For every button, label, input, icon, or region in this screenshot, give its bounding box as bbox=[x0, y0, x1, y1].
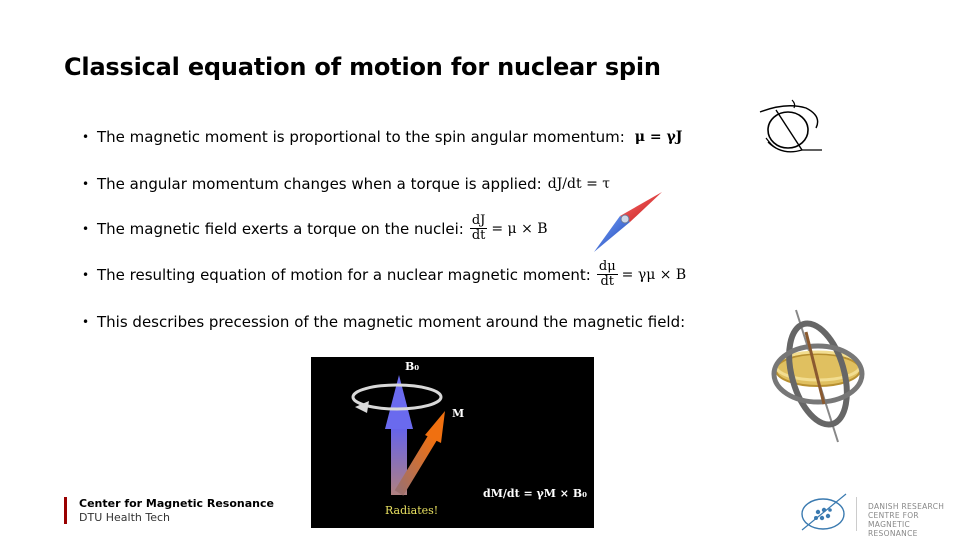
slide-title: Classical equation of motion for nuclear spin bbox=[64, 53, 661, 81]
m-label: M bbox=[452, 407, 465, 420]
b0-label: B₀ bbox=[405, 360, 420, 373]
precession-figure bbox=[311, 357, 594, 528]
bullet-dot: • bbox=[82, 315, 90, 329]
partner-name: DANISH RESEARCH CENTRE FOR MAGNETIC RESONANCE bbox=[868, 502, 945, 538]
bullet-dot: • bbox=[82, 267, 90, 282]
fraction: $\frac{d\mu}{dt}$ bbox=[598, 259, 616, 289]
compass-needle-icon bbox=[590, 188, 666, 256]
bullet-dot: • bbox=[82, 221, 90, 236]
equation-torque: dJ/dt = τ bbox=[547, 176, 610, 192]
gyroscope-icon bbox=[766, 304, 866, 446]
bullet-1 bbox=[82, 128, 682, 146]
bullet-2 bbox=[82, 175, 610, 193]
spinning-top-sketch-icon bbox=[756, 98, 826, 158]
bullet-text: The angular momentum changes when a torque is applied: bbox=[97, 175, 542, 193]
equation-motion: $\frac{d\mu}{dt}$ = γμ × B bbox=[598, 259, 687, 289]
bullet-text: The magnetic moment is proportional to the spin angular momentum: bbox=[97, 128, 625, 146]
bullet-3 bbox=[82, 214, 548, 243]
equation-field-torque: $\frac{dJ}{dt}$ = μ × B bbox=[471, 213, 548, 243]
center-name: Center for Magnetic Resonance bbox=[79, 497, 274, 510]
drcmr-logo-icon bbox=[798, 490, 852, 536]
bullet-text: The magnetic field exerts a torque on the nuclei: bbox=[97, 219, 464, 238]
equation-mu-gamma-j: μ = γJ bbox=[634, 129, 683, 145]
figure-equation: dM/dt = γM × B₀ bbox=[483, 487, 587, 500]
precession-diagram bbox=[311, 357, 594, 528]
bullet-4 bbox=[82, 260, 686, 289]
fraction: $\frac{dJ}{dt}$ bbox=[471, 213, 486, 243]
bullet-dot: • bbox=[82, 177, 90, 191]
bullet-text: The resulting equation of motion for a nuclear magnetic moment: bbox=[97, 265, 591, 284]
footer-divider bbox=[856, 497, 857, 531]
department-name: DTU Health Tech bbox=[79, 511, 170, 524]
radiates-label: Radiates! bbox=[385, 504, 439, 517]
bullet-text: This describes precession of the magnetic moment around the magnetic field: bbox=[97, 313, 686, 331]
bullet-dot: • bbox=[82, 130, 90, 144]
bullet-5 bbox=[82, 313, 685, 331]
footer-branding bbox=[64, 497, 274, 524]
